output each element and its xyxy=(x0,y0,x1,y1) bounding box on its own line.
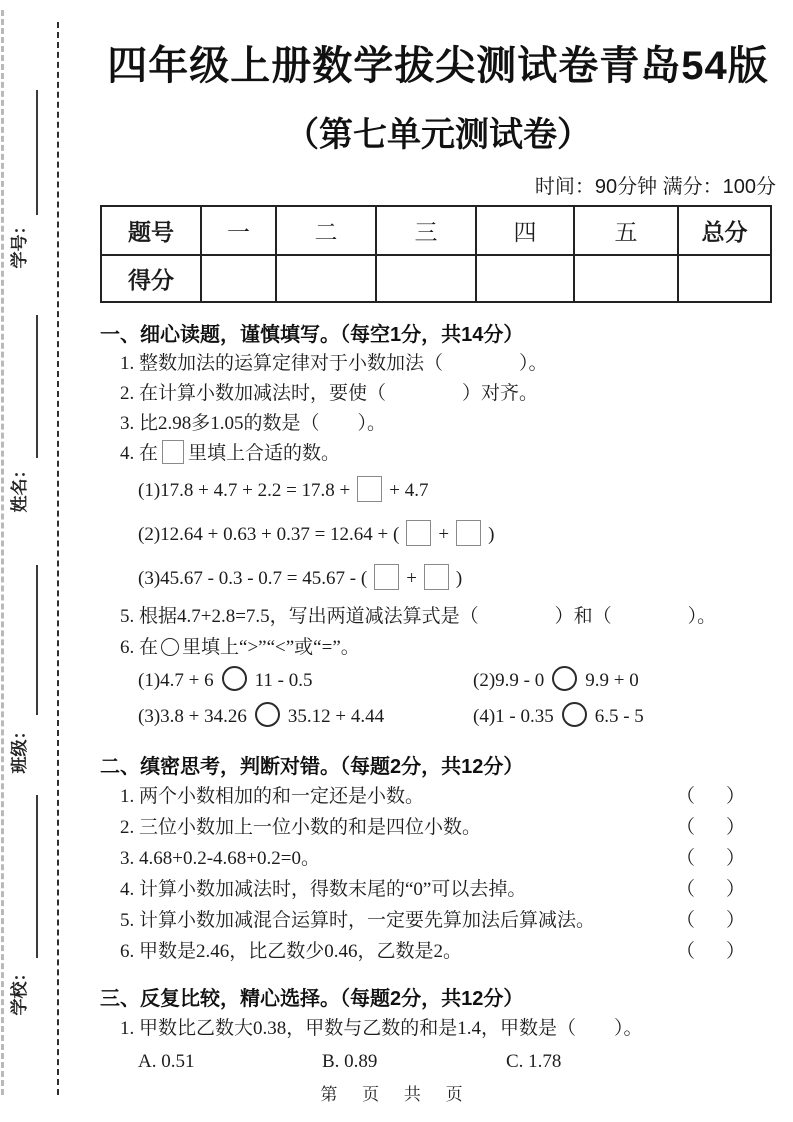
judge-text: 6. 甲数是2.46，比乙数少0.46，乙数是2。 xyxy=(120,941,463,962)
fill-box xyxy=(357,476,382,502)
answer-bracket: （ ） xyxy=(676,817,752,838)
judge-item-1 xyxy=(100,781,776,812)
compare-circle xyxy=(255,702,280,727)
score-cell xyxy=(376,255,476,302)
compare-circle xyxy=(552,666,577,691)
score-table-col: 四 xyxy=(476,206,574,255)
expression-text: (1)17.8 + 4.7 + 2.2 = 17.8 + xyxy=(138,480,351,501)
question-1-1: 1. 整数加法的运算定律对于小数加法（ ）。 xyxy=(120,353,548,374)
student-id-label: 学号： xyxy=(10,217,29,269)
question-1-5: 5. 根据4.7+2.8=7.5，写出两道减法算式是（ ）和（ ）。 xyxy=(120,606,717,627)
question-1-6-item1 xyxy=(138,663,473,699)
page-footer: 第 页 共 页 xyxy=(320,1085,473,1104)
judge-text: 2. 三位小数加上一位小数的和是四位小数。 xyxy=(120,817,482,838)
judge-item-2 xyxy=(100,812,776,843)
score-cell xyxy=(574,255,678,302)
expression-text: (2)9.9 - 0 xyxy=(473,670,545,691)
question-1-4-item1 xyxy=(100,469,776,513)
expression-text: + xyxy=(406,568,417,589)
expression-text: (1)4.7 + 6 xyxy=(138,670,214,691)
score-cell xyxy=(678,255,771,302)
expression-text: ) xyxy=(455,568,463,589)
section1-title: 一、细心读题，谨慎填写。（每空1分，共14分） xyxy=(100,324,524,346)
score-table-score-row xyxy=(101,255,771,302)
expression-text: (3)45.67 - 0.3 - 0.7 = 45.67 - ( xyxy=(138,568,368,589)
question-1-6-row1 xyxy=(100,663,776,699)
question-1-4-pre: 4. 在 xyxy=(120,443,159,464)
question-1-6-item2 xyxy=(473,663,639,699)
score-table xyxy=(100,205,772,303)
compare-circle xyxy=(161,638,179,656)
expression-text: ) xyxy=(488,524,495,545)
score-table-col-total: 总分 xyxy=(678,206,771,255)
score-cell xyxy=(201,255,276,302)
fill-box xyxy=(374,564,399,590)
score-table-col-label: 题号 xyxy=(101,206,201,255)
score-row-label: 得分 xyxy=(101,255,201,302)
expression-text: (4)1 - 0.35 xyxy=(473,706,554,727)
score-cell xyxy=(276,255,376,302)
compare-circle xyxy=(222,666,247,691)
compare-circle xyxy=(562,702,587,727)
question-1-6-item3 xyxy=(138,699,473,735)
question-1-6 xyxy=(100,633,776,663)
expression-text: + xyxy=(438,524,450,545)
option-c: C. 1.78 xyxy=(506,1051,562,1072)
question-1-4 xyxy=(100,439,776,469)
answer-bracket: （ ） xyxy=(676,848,752,869)
question-1-4-post: 里填上合适的数。 xyxy=(188,443,341,464)
judge-text: 4. 计算小数加减法时，得数末尾的“0”可以去掉。 xyxy=(120,879,527,900)
answer-bracket: （ ） xyxy=(676,879,752,900)
answer-bracket: （ ） xyxy=(676,941,752,962)
score-cell xyxy=(476,255,574,302)
fill-box xyxy=(162,440,184,464)
score-table-col: 三 xyxy=(376,206,476,255)
question-1-6-row2 xyxy=(100,699,776,735)
expression-text: + 4.7 xyxy=(389,480,429,501)
judge-item-4 xyxy=(100,874,776,905)
question-3-1: 1. 甲数比乙数大0.38，甲数与乙数的和是1.4，甲数是（ ）。 xyxy=(120,1018,643,1039)
score-table-col: 二 xyxy=(276,206,376,255)
question-1-4-item3 xyxy=(100,557,776,601)
page-edge-marks xyxy=(1,10,4,1095)
class-label: 班级： xyxy=(10,722,29,774)
student-id-blank-line xyxy=(36,90,38,215)
exam-time-score-meta: 时间：90分钟 满分：100分 xyxy=(534,176,776,198)
score-table-header-row xyxy=(101,206,771,255)
section3-title: 三、反复比较，精心选择。（每题2分，共12分） xyxy=(100,988,524,1010)
judge-text: 3. 4.68+0.2-4.68+0.2=0。 xyxy=(120,848,320,869)
answer-bracket: （ ） xyxy=(676,786,752,807)
fill-box xyxy=(456,520,481,546)
section2-title: 二、缜密思考，判断对错。（每题2分，共12分） xyxy=(100,756,524,778)
question-1-4-item2 xyxy=(100,513,776,557)
student-name-blank-line xyxy=(36,315,38,458)
score-table-col: 五 xyxy=(574,206,678,255)
fill-box xyxy=(406,520,431,546)
page-subtitle: （第七单元测试卷） xyxy=(285,116,591,154)
judge-text: 5. 计算小数加减混合运算时，一定要先算加法后算减法。 xyxy=(120,910,596,931)
judge-item-3 xyxy=(100,843,776,874)
judge-item-6 xyxy=(100,936,776,967)
question-3-1-options xyxy=(100,1045,776,1079)
judge-item-5 xyxy=(100,905,776,936)
expression-text: 9.9 + 0 xyxy=(585,670,639,691)
class-blank-line xyxy=(36,565,38,715)
question-1-3: 3. 比2.98多1.05的数是（ ）。 xyxy=(120,413,387,434)
page-title: 四年级上册数学拔尖测试卷青岛54版 xyxy=(107,44,769,88)
option-b: B. 0.89 xyxy=(322,1051,378,1072)
expression-text: 6.5 - 5 xyxy=(594,706,644,727)
score-table-col: 一 xyxy=(201,206,276,255)
expression-text: 11 - 0.5 xyxy=(254,670,313,691)
student-name-label: 姓名： xyxy=(10,461,29,513)
question-1-6-post: 里填上“>”“<”或“=”。 xyxy=(182,637,360,658)
answer-bracket: （ ） xyxy=(676,910,752,931)
judge-text: 1. 两个小数相加的和一定还是小数。 xyxy=(120,786,425,807)
option-a: A. 0.51 xyxy=(138,1051,195,1072)
question-1-2: 2. 在计算小数加减法时，要使（ ）对齐。 xyxy=(120,383,539,404)
main-content xyxy=(100,0,776,1079)
seal-dashed-line xyxy=(57,22,59,1095)
expression-text: (2)12.64 + 0.63 + 0.37 = 12.64 + ( xyxy=(138,524,400,545)
question-1-6-pre: 6. 在 xyxy=(120,637,159,658)
expression-text: (3)3.8 + 34.26 xyxy=(138,706,247,727)
school-blank-line xyxy=(36,795,38,958)
school-label: 学校： xyxy=(10,964,29,1016)
question-1-6-item4 xyxy=(473,699,644,735)
expression-text: 35.12 + 4.44 xyxy=(287,706,385,727)
fill-box xyxy=(424,564,449,590)
